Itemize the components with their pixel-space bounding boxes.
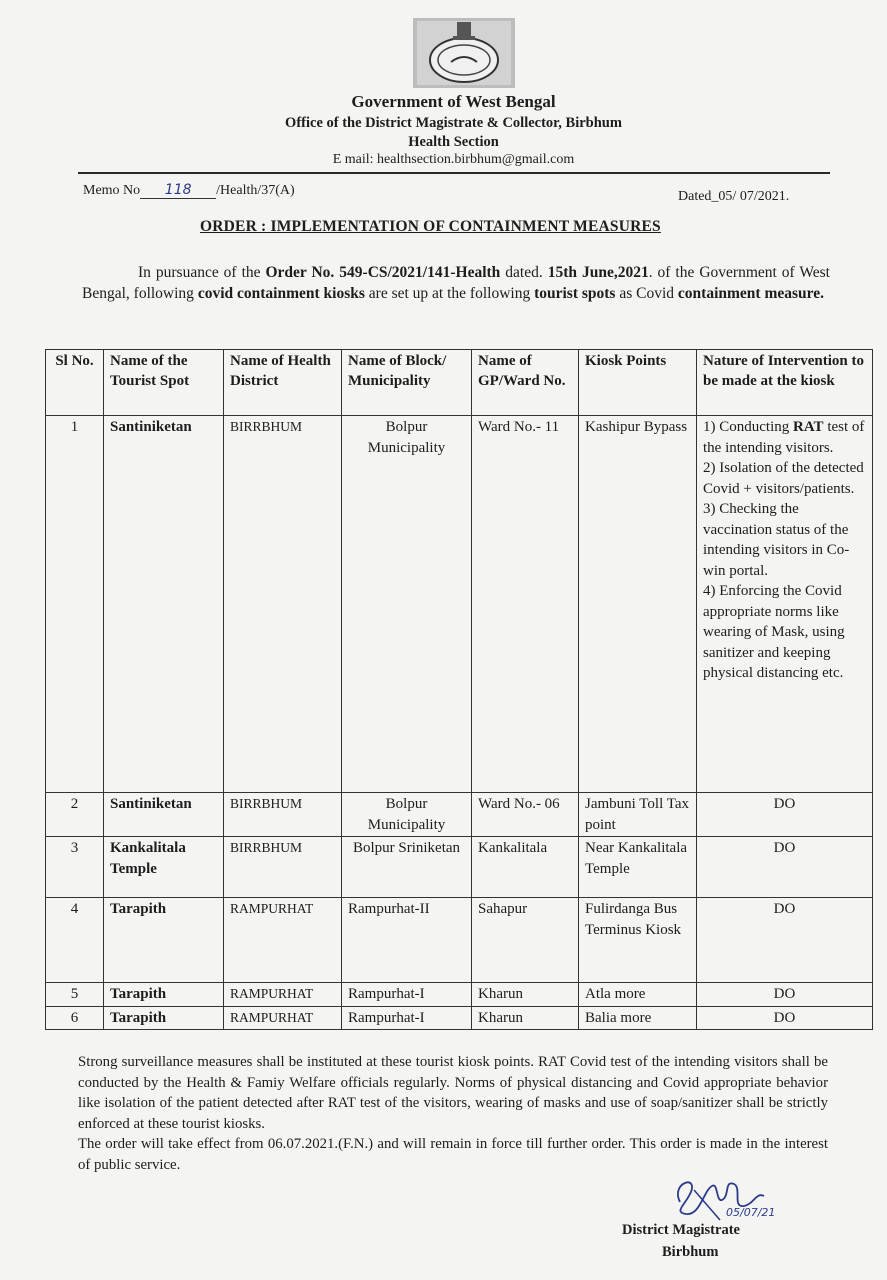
cell-sl: 2 [46,793,104,837]
memo-suffix: /Health/37(A) [216,183,295,198]
cell-gp: Kharun [472,983,579,1007]
cell-gp: Ward No.- 06 [472,793,579,837]
cell-kiosk: Near Kankalitala Temple [579,837,697,898]
memo-handwritten-number: 118 [140,182,216,199]
memo-number [83,182,295,199]
order-reference: Order No. 549-CS/2021/141-Health [265,264,501,281]
cell-spot: Kankalitala Temple [104,837,224,898]
intervention-item [703,417,866,458]
table-header-row [46,350,873,416]
closing-paragraph: The order will take effect from 06.07.2021.(F.N.) and will remain in force till further order. This order is made in the interest of public service. [78,1136,828,1173]
col-header-kiosk: Kiosk Points [579,350,697,416]
cell-kiosk: Atla more [579,983,697,1007]
header-government: Government of West Bengal [351,92,556,111]
table-row [46,898,873,983]
order-date: 15th June,2021 [547,264,649,281]
cell-sl: 5 [46,983,104,1007]
cell-kiosk: Fulirdanga Bus Terminus Kiosk [579,898,697,983]
table-row [46,1006,873,1030]
cell-gp: Kharun [472,1006,579,1030]
col-header-health-district: Name of Health District [224,350,342,416]
intro-text: are set up at the following [364,285,535,302]
cell-spot: Santiniketan [104,416,224,793]
table-row [46,837,873,898]
header-office: Office of the District Magistrate & Collector, Birbhum [285,115,622,131]
intro-text: as Covid [615,285,678,302]
intro-emphasis: tourist spots [534,285,616,302]
col-header-gp-ward: Name of GP/Ward No. [472,350,579,416]
cell-district: RAMPURHAT [224,1006,342,1030]
intervention-text: 1) Conducting [703,419,793,435]
kiosk-table [45,349,873,1030]
intro-text: dated. [500,264,548,281]
intro-text: . of the Government of West Bengal, following [82,264,830,302]
cell-sl: 1 [46,416,104,793]
cell-block: Rampurhat-II [342,898,472,983]
cell-block: Bolpur Municipality [342,416,472,793]
col-header-sl: Sl No. [46,350,104,416]
cell-kiosk: Kashipur Bypass [579,416,697,793]
intro-paragraph [82,262,830,304]
cell-district: RAMPURHAT [224,898,342,983]
intervention-item: 4) Enforcing the Covid appropriate norms like wearing of Mask, using sanitizer and keeping physical distancing etc. [703,583,845,681]
cell-district: BIRRBHUM [224,793,342,837]
table-row [46,983,873,1007]
intro-emphasis: covid containment kiosks [197,285,365,302]
government-emblem-icon [413,18,515,88]
signatory-title: District Magistrate [622,1222,740,1238]
col-header-block: Name of Block/ Municipality [342,350,472,416]
cell-district: BIRRBHUM [224,416,342,793]
cell-gp: Sahapur [472,898,579,983]
cell-spot: Santiniketan [104,793,224,837]
closing-paragraph: Strong surveillance measures shall be instituted at these tourist kiosk points. RAT Covid test of the intending visitors shall be conducted by the Health & Famiy Welfare officials regularly. Norms of physical distancing and Covid appropriate behavior like isolation of the patient detected after RAT test of the visitors, wearing of masks and use of soap/sanitizer shall be strictly enforced at these tourist kiosks. [78,1054,828,1132]
cell-intervention: DO [697,898,873,983]
intro-emphasis: containment measure. [677,285,824,302]
intervention-text: test of the intending visitors. [703,419,865,456]
signature-date: 05/07/21 [726,1206,776,1219]
intervention-item: 3) Checking the vaccination status of the intending visitors in Co-win portal. [703,501,850,579]
cell-district: BIRRBHUM [224,837,342,898]
header-divider [78,172,830,174]
cell-spot: Tarapith [104,898,224,983]
memo-prefix: Memo No [83,183,141,198]
order-title: ORDER : IMPLEMENTATION OF CONTAINMENT MEASURES [200,218,661,235]
cell-gp: Ward No.- 11 [472,416,579,793]
closing-text [78,1052,828,1175]
cell-intervention [697,416,873,793]
intervention-emphasis: RAT [793,419,824,435]
cell-intervention: DO [697,793,873,837]
cell-kiosk: Jambuni Toll Tax point [579,793,697,837]
col-header-tourist-spot: Name of the Tourist Spot [104,350,224,416]
cell-block: Bolpur Municipality [342,793,472,837]
memo-date: Dated_05/ 07/2021. [678,189,790,204]
signatory-place: Birbhum [662,1244,719,1260]
header-section: Health Section [408,134,499,150]
cell-sl: 6 [46,1006,104,1030]
table-row [46,793,873,837]
cell-intervention: DO [697,1006,873,1030]
col-header-intervention: Nature of Intervention to be made at the kiosk [697,350,873,416]
cell-spot: Tarapith [104,983,224,1007]
cell-block: Rampurhat-I [342,983,472,1007]
cell-sl: 4 [46,898,104,983]
cell-block: Rampurhat-I [342,1006,472,1030]
cell-gp: Kankalitala [472,837,579,898]
intro-text: In pursuance of the [138,264,266,281]
table-row [46,416,873,793]
cell-intervention: DO [697,983,873,1007]
intervention-item: 2) Isolation of the detected Covid + visitors/patients. [703,460,864,497]
cell-block: Bolpur Sriniketan [342,837,472,898]
cell-sl: 3 [46,837,104,898]
header-email: E mail: healthsection.birbhum@gmail.com [332,152,575,167]
cell-kiosk: Balia more [579,1006,697,1030]
cell-intervention: DO [697,837,873,898]
cell-spot: Tarapith [104,1006,224,1030]
cell-district: RAMPURHAT [224,983,342,1007]
